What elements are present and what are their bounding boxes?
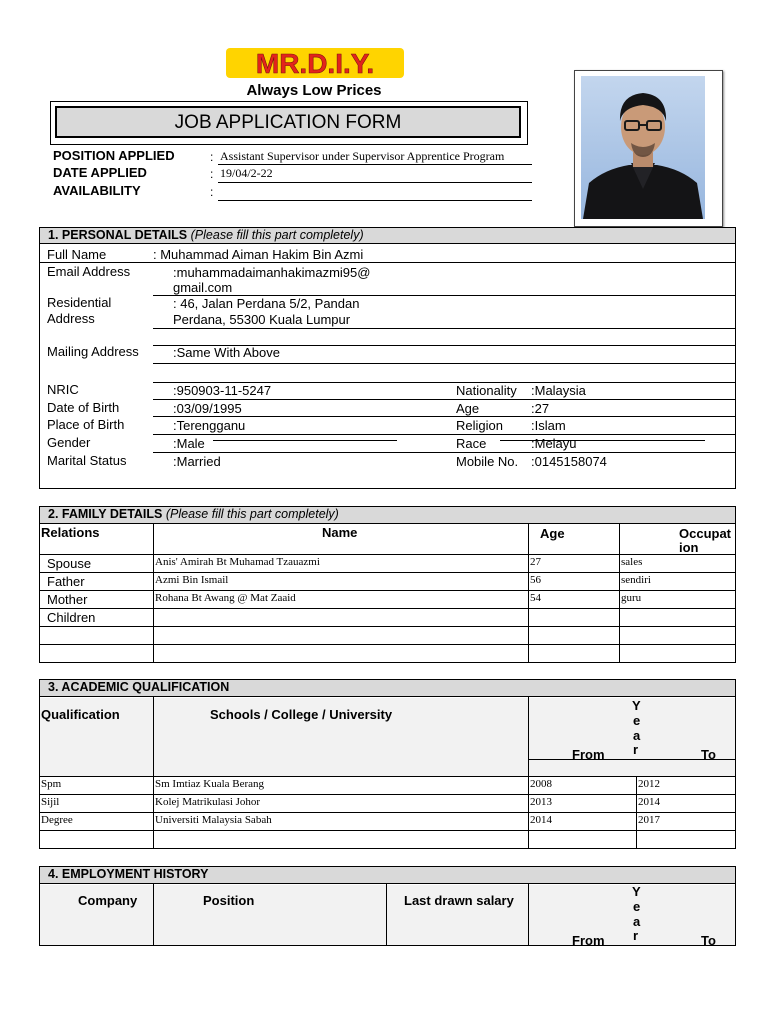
row-line	[40, 830, 735, 831]
family-age: 56	[530, 574, 541, 586]
date-applied-value: 19/04/2-22	[220, 166, 273, 180]
school-header: Schools / College / University	[210, 707, 393, 722]
row-line	[40, 626, 735, 627]
nric-label: NRIC	[47, 382, 79, 397]
academic-header	[40, 680, 735, 697]
family-relation: Mother	[47, 592, 88, 607]
residential-label-line1: Residential	[47, 295, 112, 310]
family-name: Rohana Bt Awang @ Mat Zaaid	[155, 592, 296, 604]
marital-label: Marital Status	[47, 453, 127, 468]
from-header: From	[572, 933, 605, 948]
email-value-line2: gmail.com	[173, 280, 233, 295]
academic-to: 2012	[638, 778, 660, 790]
field-underline	[218, 164, 532, 165]
colon: :	[210, 150, 214, 164]
section-note: (Please fill this part completely)	[165, 507, 339, 521]
section-title: 1. PERSONAL DETAILS	[48, 228, 188, 242]
residential-label-line2: Address	[47, 311, 95, 326]
dob-label: Date of Birth	[47, 400, 120, 415]
employment-header	[40, 867, 735, 884]
personal-details-box	[39, 227, 736, 489]
dob-value: :03/09/1995	[173, 401, 242, 416]
row-line	[40, 945, 735, 946]
row-line	[40, 794, 735, 795]
row-line	[153, 416, 735, 417]
availability-label: AVAILABILITY	[53, 183, 141, 198]
family-details-header	[40, 507, 735, 524]
row-line	[40, 262, 735, 263]
residential-value-line2: Perdana, 55300 Kuala Lumpur	[173, 312, 351, 327]
family-occupation: sales	[621, 556, 643, 568]
colon: :	[210, 185, 214, 199]
position-applied-label: POSITION APPLIED	[53, 148, 175, 163]
salary-header: Last drawn salary	[404, 893, 514, 908]
residential-value-line1: : 46, Jalan Perdana 5/2, Pandan	[173, 296, 360, 311]
year-header-a: a	[633, 914, 641, 929]
age-header: Age	[540, 526, 565, 541]
date-applied-label: DATE APPLIED	[53, 165, 147, 180]
gender-value: :Male	[173, 436, 205, 451]
colon: :	[210, 167, 214, 181]
family-occupation: sendiri	[621, 574, 651, 586]
row-line	[40, 554, 735, 555]
field-underline	[218, 200, 532, 201]
col-line	[619, 524, 620, 662]
full-name-value: : Muhammad Aiman Hakim Bin Azmi	[153, 247, 364, 262]
from-header: From	[572, 747, 605, 762]
year-header-y: Y	[632, 698, 641, 713]
field-underline	[218, 182, 532, 183]
academic-to: 2017	[638, 814, 660, 826]
full-name-label: Full Name	[47, 247, 107, 262]
family-age: 54	[530, 592, 541, 604]
year-header-y: Y	[632, 884, 641, 899]
email-label: Email Address	[47, 264, 131, 279]
family-relation: Children	[47, 610, 96, 625]
age-label: Age	[456, 401, 480, 416]
mrdiy-logo	[225, 45, 405, 81]
personal-details-header	[40, 228, 735, 244]
email-value-line1: :muhammadaimanhakimazmi95@	[173, 265, 371, 280]
row-line	[40, 590, 735, 591]
academic-school: Sm Imtiaz Kuala Berang	[155, 778, 265, 790]
tagline: Always Low Prices	[246, 82, 382, 99]
nric-value: :950903-11-5247	[173, 383, 272, 398]
col-line	[528, 697, 529, 848]
academic-school: Universiti Malaysia Sabah	[155, 814, 272, 826]
col-line	[153, 524, 154, 662]
strike-line	[213, 440, 397, 441]
position-applied-value: Assistant Supervisor under Supervisor Apprentice Program	[220, 149, 505, 163]
race-value: :Melayu	[531, 436, 577, 451]
academic-qualification: Degree	[41, 814, 73, 826]
row-line	[153, 399, 735, 400]
section-title: 3. ACADEMIC QUALIFICATION	[48, 680, 230, 694]
academic-to: 2014	[638, 796, 660, 808]
row-line	[153, 434, 735, 435]
row-line	[529, 759, 735, 760]
col-line	[528, 884, 529, 946]
occupation-header-line2: ion	[679, 540, 699, 555]
name-header: Name	[322, 525, 358, 540]
marital-value: :Married	[173, 454, 221, 469]
row-line	[40, 608, 735, 609]
col-line	[386, 884, 387, 946]
row-line	[40, 572, 735, 573]
form-title: JOB APPLICATION FORM	[55, 106, 521, 138]
col-line	[528, 524, 529, 662]
to-header: To	[701, 933, 716, 948]
col-line	[153, 884, 154, 946]
academic-qualification: Spm	[41, 778, 62, 790]
pob-value: :Terengganu	[173, 418, 246, 433]
academic-qualification: Sijil	[41, 796, 60, 808]
year-header-r: r	[633, 742, 639, 757]
row-line	[153, 328, 735, 329]
applicant-photo	[575, 71, 722, 226]
employment-header-row	[40, 885, 735, 945]
section-title: 2. FAMILY DETAILS	[48, 507, 163, 521]
year-header-a: a	[633, 728, 641, 743]
strike-line	[500, 440, 705, 441]
academic-from: 2008	[530, 778, 552, 790]
section-note: (Please fill this part completely)	[190, 228, 364, 242]
pob-label: Place of Birth	[47, 417, 125, 432]
company-header: Company	[78, 893, 138, 908]
year-header-e: e	[633, 713, 641, 728]
family-occupation: guru	[621, 592, 642, 604]
family-relation: Spouse	[47, 556, 92, 571]
academic-school: Kolej Matrikulasi Johor	[155, 796, 261, 808]
family-age: 27	[530, 556, 541, 568]
position-header: Position	[203, 893, 255, 908]
family-relation: Father	[47, 574, 85, 589]
applicant-photo-frame	[574, 70, 723, 227]
row-line	[40, 812, 735, 813]
row-line	[40, 776, 735, 777]
to-header: To	[701, 747, 716, 762]
religion-label: Religion	[456, 418, 503, 433]
occupation-header-line1: Occupat	[679, 526, 732, 541]
family-name: Anis' Amirah Bt Muhamad Tzauazmi	[155, 556, 320, 568]
academic-from: 2014	[530, 814, 552, 826]
section-title: 4. EMPLOYMENT HISTORY	[48, 867, 209, 881]
row-line	[153, 363, 735, 364]
row-line	[40, 644, 735, 645]
year-header-e: e	[633, 899, 641, 914]
qualification-header: Qualification	[41, 707, 120, 722]
nationality-label: Nationality	[456, 383, 517, 398]
age-value: :27	[531, 401, 550, 416]
gender-label: Gender	[47, 435, 91, 450]
mobile-value: :0145158074	[531, 454, 607, 469]
relations-header: Relations	[41, 525, 100, 540]
religion-value: :Islam	[531, 418, 566, 433]
row-line	[153, 452, 735, 453]
mobile-label: Mobile No.	[456, 454, 519, 469]
mailing-label: Mailing Address	[47, 344, 139, 359]
nationality-value: :Malaysia	[531, 383, 586, 398]
svg-text:MR.D.I.Y.: MR.D.I.Y.	[255, 48, 375, 79]
race-label: Race	[456, 436, 487, 451]
year-header-r: r	[633, 928, 639, 943]
family-name: Azmi Bin Ismail	[155, 574, 229, 586]
mailing-value: :Same With Above	[173, 345, 280, 360]
academic-from: 2013	[530, 796, 552, 808]
col-line	[153, 697, 154, 848]
